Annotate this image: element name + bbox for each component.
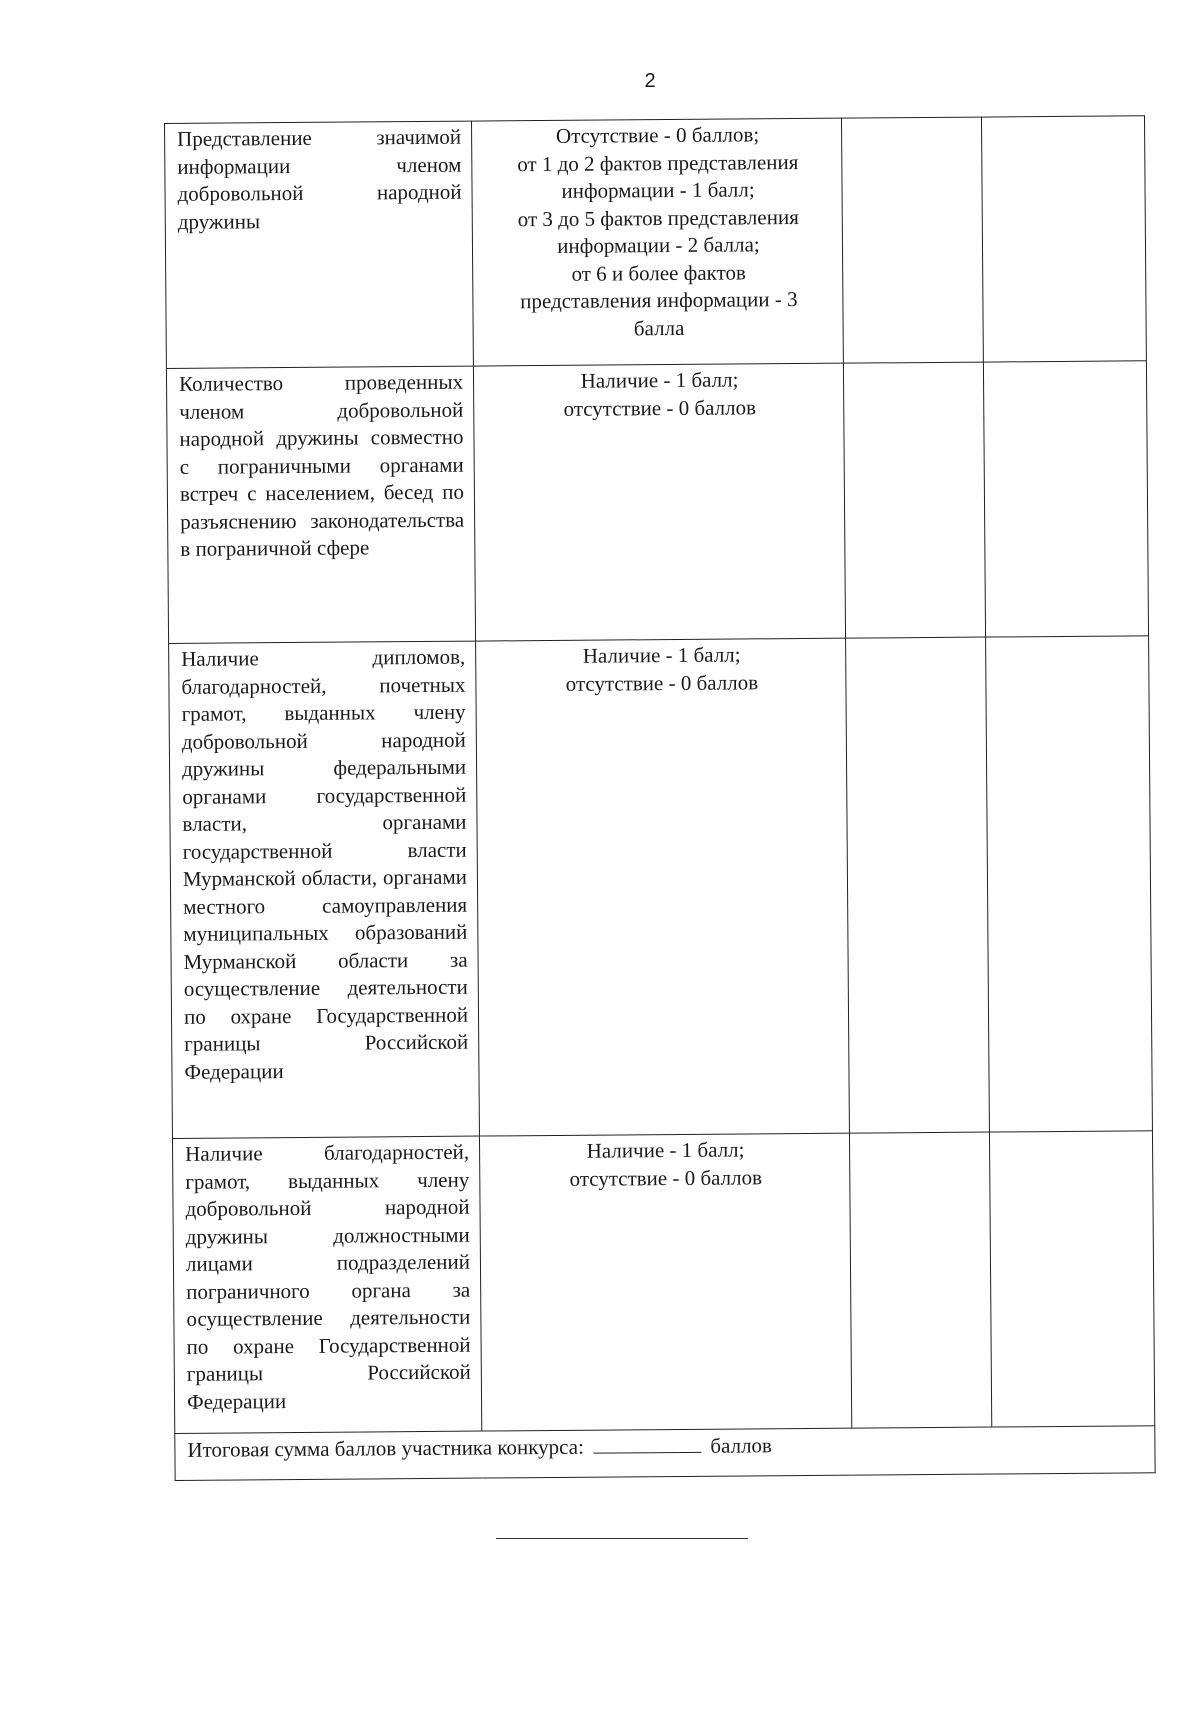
criterion-cell: Наличие дипломов, благодарностей, почетных грамот, выданных члену добровольной народной дружины федеральными органами государственной власти, органами государственной власти Мурманской области, органами местного самоуправления муниципальных образований Мурманской области за осуществление деятельности по охране Государственной границы Российской Федерации [169, 641, 480, 1138]
scoring-scale-cell [473, 363, 845, 641]
scale-line: Отсутствие - 0 баллов; [555, 122, 760, 148]
table-row [169, 636, 1153, 1139]
table-row [166, 361, 1148, 644]
scoring-criteria-table [164, 115, 1156, 1481]
criterion-cell: Количество проведенных членом добровольной народной дружины совместно с пограничными органами встреч с населением, бесед по разъяснению законодательства в пограничной сфере [166, 366, 475, 643]
criterion-cell: Наличие благодарностей, грамот, выданных члену добровольной народной дружины должностными лицами подразделений пограничного органа за осуществление деятельности по охране Государственной границы Российской Федерации [172, 1136, 481, 1433]
scale-line: представления информации - 3 [520, 287, 798, 314]
empty-score-cell [983, 361, 1148, 637]
empty-score-cell [849, 1132, 991, 1428]
table-row [172, 1131, 1154, 1434]
scale-line: отсутствие - 0 баллов [565, 669, 759, 696]
scale-line: информации - 1 балл; [561, 177, 755, 203]
scale-line: от 6 и более фактов [571, 259, 746, 286]
empty-score-cell [846, 637, 990, 1133]
scoring-scale-cell [471, 118, 843, 366]
scale-line: информации - 2 балла; [557, 232, 760, 258]
scale-line: от 3 до 5 фактов представления [517, 204, 799, 231]
table-row [165, 116, 1147, 369]
scale-line: отсутствие - 0 баллов [563, 394, 757, 421]
scoring-scale-cell [476, 638, 850, 1136]
scale-line: балла [633, 315, 685, 340]
scale-line: Наличие - 1 балл; [580, 367, 739, 393]
scale-line: Наличие - 1 балл; [582, 642, 741, 668]
empty-score-cell [986, 636, 1153, 1132]
empty-score-cell [843, 362, 985, 638]
score-blank-line [593, 1432, 701, 1454]
empty-score-cell [981, 116, 1146, 362]
total-unit: баллов [710, 1433, 773, 1458]
empty-score-cell [841, 117, 983, 363]
page-number: 2 [644, 70, 656, 92]
empty-score-cell [989, 1131, 1154, 1427]
total-cell [175, 1426, 1155, 1481]
scale-line: от 1 до 2 фактов представления [517, 149, 799, 176]
scale-line: отсутствие - 0 баллов [569, 1164, 763, 1191]
end-of-document-rule [496, 1538, 748, 1539]
scoring-scale-cell [479, 1133, 851, 1431]
scale-line: Наличие - 1 балл; [586, 1137, 745, 1163]
criterion-cell: Представление значимой информации членом добровольной народной дружины [165, 121, 474, 368]
total-label: Итоговая сумма баллов участника конкурса: [187, 1434, 584, 1462]
total-row [175, 1426, 1155, 1481]
